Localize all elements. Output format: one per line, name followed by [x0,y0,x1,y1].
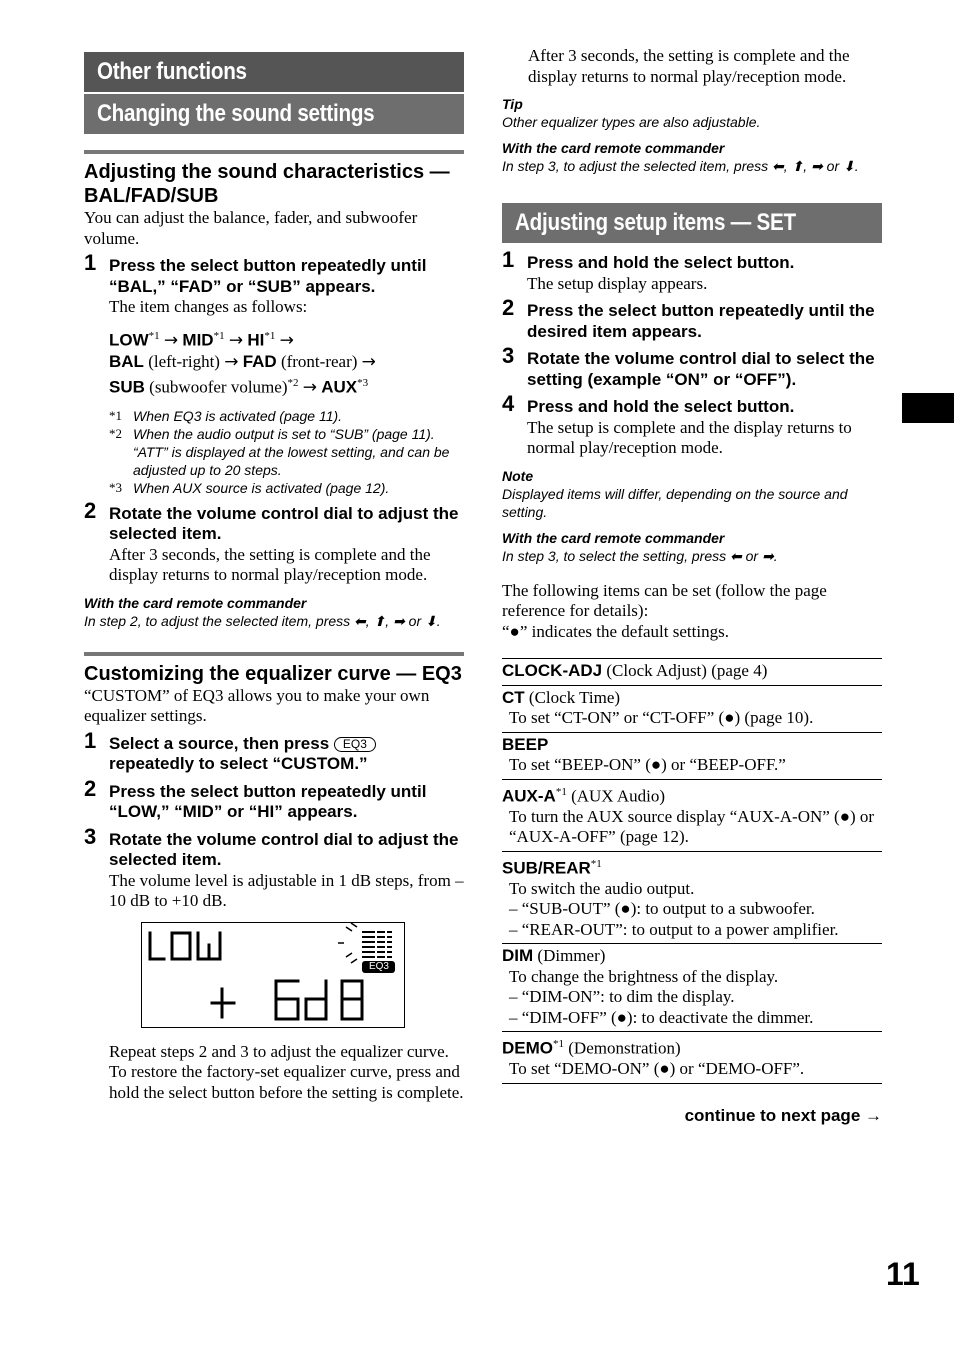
default-indicator-text: “●” indicates the default settings. [502,621,729,641]
continue-next-page: continue to next page → [684,1105,882,1125]
banner-changing-sound: Changing the sound settings [84,94,464,134]
step-number: 2 [84,497,97,523]
restore-note: To restore the factory-set equalizer curve, press and hold the select button before the setting is complete. [109,1062,464,1102]
set-step-2 [502,295,882,342]
note-heading: Note [502,467,534,484]
following-items-text: The following items can be set (follow the page reference for details): [502,580,827,620]
eq-after-text [84,1042,464,1104]
step-title: Press the select button repeatedly until the desired item appears. [527,301,875,341]
footnote: “ATT” is displayed at the lowest setting, and can be adjusted up to 20 steps. [133,443,450,478]
footnote: *3 When AUX source is activated (page 12). [109,479,390,496]
remote-heading: With the card remote commander [502,140,725,156]
eq-step-3 [84,823,464,912]
step-title: Press the select button repeatedly until “BAL,” “FAD” or “SUB” appears. [109,256,427,296]
eq-heading: Customizing the equalizer curve — EQ3 [84,662,462,685]
step-body: The setup display appears. [527,273,708,293]
continued-step-body: After 3 seconds, the setting is complete and the display returns to normal play/reception mode. [528,46,850,86]
page-number: 11 [886,1256,920,1292]
step-title: Rotate the volume control dial to select the setting (example “ON” or “OFF”). [527,349,875,389]
step-title: Press and hold the select button. [527,253,795,272]
step-title: Rotate the volume control dial to adjust the selected item. [109,503,459,544]
bal-section [84,150,464,630]
item-sequence: LOW$^{*1}$ → MID$^{*1}$ → HI$^{*1}$ → BAL (left-right) → FAD (front-rear) → SUB (subwoofer volume)$^{*2}$ → AUX$^{*3}$ [109,329,376,398]
remote-text: In step 2, to adjust the selected item, press ⬅, ⬆, ➡ or ⬇. [84,612,441,629]
note-text: Displayed items will differ, depending on the source and setting. [502,485,848,520]
display-eq3-badge: EQ3 [368,960,389,972]
step-title: Press the select button repeatedly until “LOW,” “MID” or “HI” appears. [109,781,427,822]
step-number: 4 [502,391,515,416]
setup-item-clock-adj: CLOCK-ADJ (Clock Adjust) (page 4) [502,659,882,686]
right-column [502,46,882,1126]
remote-heading: With the card remote commander [502,529,725,546]
bal-step-1 [84,250,464,318]
step-body: After 3 seconds, the setting is complete and the display returns to normal play/reception mode. [109,544,431,585]
step-number: 3 [84,823,97,849]
remote-text: In step 3, to adjust the selected item, press ⬅, ⬆, ➡ or ⬇. [502,158,859,174]
tip-heading: Tip [502,96,523,112]
eq-step-2 [84,775,464,823]
repeat-note: Repeat steps 2 and 3 to adjust the equalizer curve. [109,1041,449,1061]
step-body: The item changes as follows: [109,297,308,316]
setup-item-ct: CT (Clock Time) To set “CT-ON” or “CT-OFF” (●) (page 10). [502,686,882,733]
remote-text: In step 3, to select the setting, press ⬅ or ➡. [502,547,778,564]
set-step-4 [502,391,882,459]
step-number: 1 [84,250,97,275]
lcd-display-illustration [141,922,405,1028]
setup-item-demo: DEMO$^{*1}$ (Demonstration) To set “DEMO-ON” (●) or “DEMO-OFF”. [502,1032,882,1084]
banner-other-functions: Other functions [84,52,464,94]
step-number: 3 [502,343,515,368]
setup-item-beep: BEEP To set “BEEP-ON” (●) or “BEEP-OFF.” [502,733,882,780]
footnote: *1 When EQ3 is activated (page 11). [109,407,343,424]
section-tab-marker [902,393,954,423]
step-title: Rotate the volume control dial to adjust the selected item. [109,829,459,870]
eq-step-1 [84,727,464,775]
setup-item-aux-a: AUX-$A^{*1}$ (AUX Audio) To turn the AUX source display “AUX-A-ON” (●) or “AUX-A-OFF” (page 12). [502,780,882,852]
setup-item-sub-rear: SUB/REAR$^{*1}$ To switch the audio output. – “SUB-OUT” (●): to output to a subwoofer. – “REAR-OUT”: to output to a power amplifier. [502,852,882,945]
eq-intro: “CUSTOM” of EQ3 allows you to make your own equalizer settings. [84,685,430,726]
setup-item-dim: DIM (Dimmer) To change the brightness of the display. – “DIM-ON”: to dim the display. – “DIM-OFF” (●): to deactivate the dimmer. [502,944,882,1032]
footnotes [84,407,464,497]
footnote: *2 When the audio output is set to “SUB” (page 11). [109,425,435,442]
left-column [84,52,464,1103]
set-step-3 [502,343,882,390]
step-number: 2 [84,775,97,801]
bal-heading: Adjusting the sound characteristics — BAL/FAD/SUB [84,161,450,207]
step-number: 1 [502,247,515,272]
step-title: Press and hold the select button. [527,397,795,416]
bal-step-2 [84,497,464,586]
lcd-segment-graphic [142,923,404,1027]
step-title: Select a source, then press EQ3 repeatedly to select “CUSTOM.” [109,734,464,775]
remote-heading: With the card remote commander [84,594,307,611]
eq3-key-icon: EQ3 [334,737,376,752]
eq-section [84,652,464,1104]
tip-text: Other equalizer types are also adjustable. [502,114,761,130]
bal-intro: You can adjust the balance, fader, and subwoofer volume. [84,208,418,248]
step-body: The volume level is adjustable in 1 dB steps, from –10 dB to +10 dB. [109,870,464,911]
step-body: The setup is complete and the display returns to normal play/reception mode. [527,417,852,457]
banner-adjusting-setup: Adjusting setup items — SET [502,203,882,243]
step-number: 1 [84,727,97,753]
set-step-1 [502,247,882,294]
step-number: 2 [502,295,515,320]
setup-items-list [502,658,882,1084]
